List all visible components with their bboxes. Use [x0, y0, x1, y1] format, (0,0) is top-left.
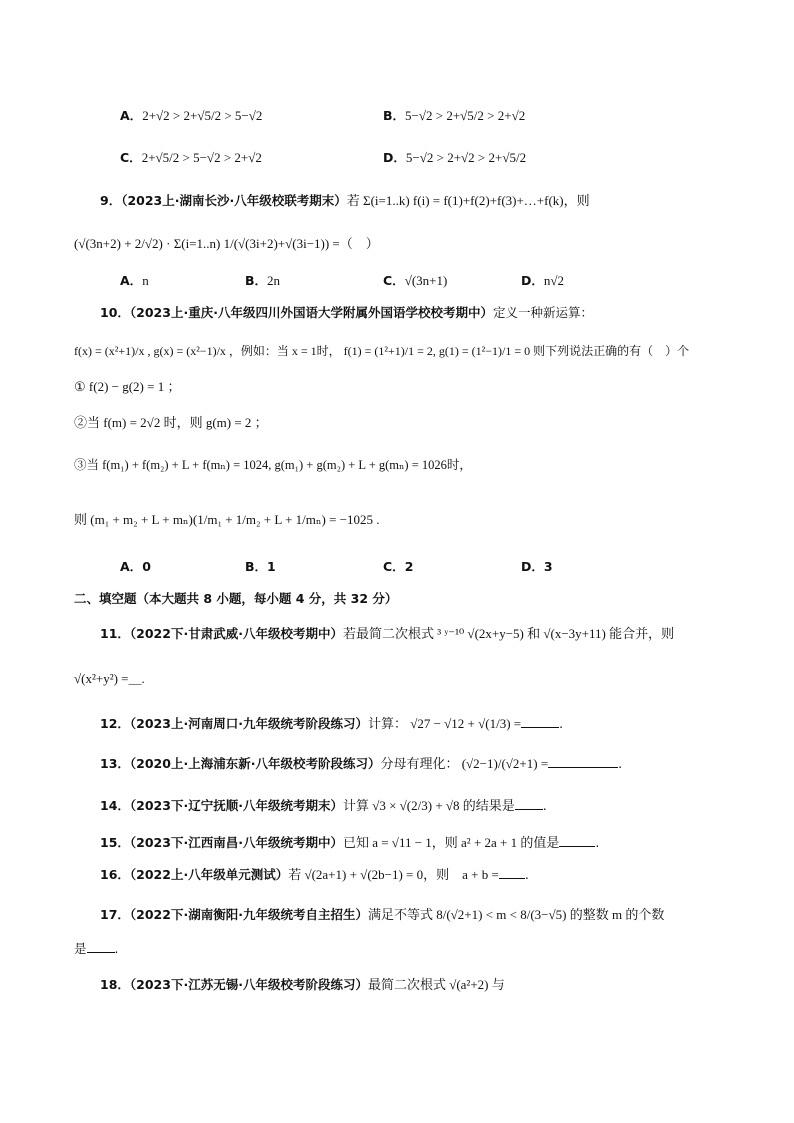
q13-stem: 13．（2020上·上海浦东新·八年级校考阶段练习）分母有理化： (√2−1)/(√2+1) = . — [100, 756, 623, 771]
q14-source: （2023下·辽宁抚顺·八年级统考期末） — [129, 798, 343, 813]
q8-option-c-expr: 2+√5/2 > 5−√2 > 2+√2 — [141, 150, 262, 165]
q9-option-b: B．2n — [245, 273, 281, 288]
q10-source: （2023上·重庆·八年级四川外国语大学附属外国语学校校考期中） — [129, 305, 493, 320]
q9-stem: 9．（2023上·湖南长沙·八年级校联考期末）若 Σ(i=1..k) f(i) = f(1)+f(2)+f(3)+…+f(k)，则 — [100, 193, 590, 208]
q10-option-a: A．0 — [120, 559, 151, 574]
q17-stem-continued: 是 . — [74, 941, 119, 956]
q13-source: （2020上·上海浦东新·八年级校考阶段练习） — [129, 756, 381, 771]
q10-definition: f(x) = (x²+1)/x , g(x) = (x²−1)/x ，例如：当 x = 1时， f(1) = (1²+1)/1 = 2, g(1) = (1²−1)/1 = 0 则下列说法正确的有（ ）个 — [74, 344, 690, 358]
q10-statement-2: ②当 f(m) = 2√2 时，则 g(m) = 2 ； — [74, 415, 268, 430]
q11-stem: 11．（2022下·甘肃武威·八年级校考期中）若最简二次根式 ³ ʸ⁻¹⁰ √(2x+y−5) 和 √(x−3y+11) 能合并，则 — [100, 626, 675, 641]
q11-stem-continued: √(x²+y²) =＿. — [74, 671, 145, 686]
q9-source: （2023上·湖南长沙·八年级校联考期末） — [121, 193, 347, 208]
q12-answer-blank[interactable] — [521, 715, 559, 728]
q9-option-c: C．√(3n+1) — [383, 273, 448, 288]
q9-option-a: A．n — [120, 273, 149, 288]
q17-answer-blank[interactable] — [87, 940, 115, 953]
q14-answer-blank[interactable] — [515, 797, 543, 810]
q9-option-d: D．n√2 — [521, 273, 565, 288]
q10-statement-1: ① f(2) − g(2) = 1 ； — [74, 379, 181, 394]
q8-option-b-expr: 5−√2 > 2+√5/2 > 2+√2 — [405, 108, 526, 123]
q10-statement-3: ③当 f(m₁) + f(m₂) + L + f(mₙ) = 1024, g(m₁) + g(m₂) + L + g(mₙ) = 1026时， — [74, 458, 472, 472]
q15-source: （2023下·江西南昌·八年级统考期中） — [129, 835, 343, 850]
q15-answer-blank[interactable] — [559, 834, 595, 847]
q10-option-d: D．3 — [521, 559, 553, 574]
section-heading: 二、填空题（本大题共 8 小题，每小题 4 分，共 32 分） — [74, 591, 398, 606]
q10-statement-3-conclusion: 则 (m₁ + m₂ + L + mₙ)(1/m₁ + 1/m₂ + L + 1/mₙ) = −1025 . — [74, 512, 380, 527]
q18-stem: 18．（2023下·江苏无锡·八年级校考阶段练习）最简二次根式 √(a²+2) 与 — [100, 977, 505, 992]
q8-option-b: B．5−√2 > 2+√5/2 > 2+√2 — [383, 108, 526, 123]
q10-option-b: B．1 — [245, 559, 276, 574]
q8-option-c: C．2+√5/2 > 5−√2 > 2+√2 — [120, 150, 262, 165]
q11-source: （2022下·甘肃武威·八年级校考期中） — [129, 626, 343, 641]
q17-stem: 17．（2022下·湖南衡阳·九年级统考自主招生）满足不等式 8/(√2+1) < m < 8/(3−√5) 的整数 m 的个数 — [100, 907, 665, 922]
q8-option-d-expr: 5−√2 > 2+√2 > 2+√5/2 — [405, 150, 527, 165]
q10-stem: 10．（2023上·重庆·八年级四川外国语大学附属外国语学校校考期中）定义一种新运算： — [100, 305, 593, 320]
q13-answer-blank[interactable] — [548, 755, 618, 768]
q8-option-a-expr: 2+√2 > 2+√5/2 > 5−√2 — [142, 108, 263, 123]
q8-option-d: D．5−√2 > 2+√2 > 2+√5/2 — [383, 150, 527, 165]
q10-option-c: C．2 — [383, 559, 414, 574]
q16-stem: 16．（2022上·八年级单元测试）若 √(2a+1) + √(2b−1) = 0，则 a + b = . — [100, 867, 529, 882]
q8-option-a: A．2+√2 > 2+√5/2 > 5−√2 — [120, 108, 263, 123]
q12-stem: 12．（2023上·河南周口·九年级统考阶段练习）计算： √27 − √12 + √(1/3) = . — [100, 716, 564, 731]
q14-stem: 14．（2023下·辽宁抚顺·八年级统考期末）计算 √3 × √(2/3) + √8 的结果是 . — [100, 798, 547, 813]
q9-stem-expression: (√(3n+2) + 2/√2) · Σ(i=1..n) 1/(√(3i+2)+√(3i−1)) =（ ） — [74, 236, 379, 251]
q16-source: （2022上·八年级单元测试） — [129, 867, 289, 882]
q16-answer-blank[interactable] — [499, 866, 525, 879]
q18-source: （2023下·江苏无锡·八年级校考阶段练习） — [129, 977, 368, 992]
q15-stem: 15．（2023下·江西南昌·八年级统考期中）已知 a = √11 − 1，则 a² + 2a + 1 的值是 . — [100, 835, 600, 850]
q17-source: （2022下·湖南衡阳·九年级统考自主招生） — [129, 907, 368, 922]
q12-source: （2023上·河南周口·九年级统考阶段练习） — [129, 716, 368, 731]
